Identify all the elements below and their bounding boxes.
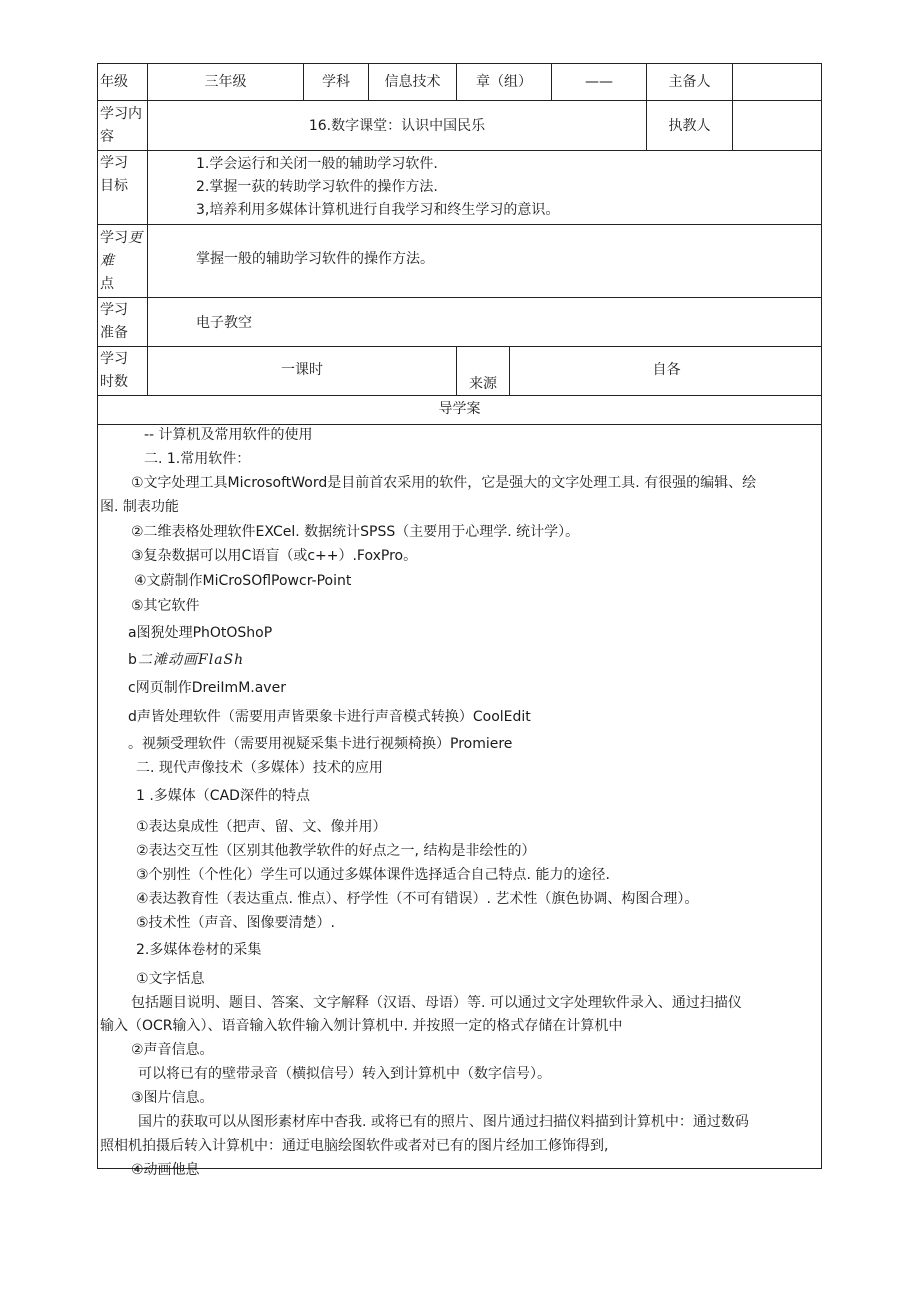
lead-value-cell (733, 64, 823, 100)
content-value: 16.数字课堂：认识中国民乐 (308, 118, 486, 134)
difficulty-value-cell (148, 225, 823, 297)
prep-value: 电子教空 (196, 315, 252, 331)
hours-value: 一课时 (281, 362, 323, 378)
teacher-label-cell (647, 101, 733, 150)
body-line: a图猊处理PhOtOShoP (128, 625, 273, 641)
subject-value: 信息技术 (384, 74, 441, 90)
difficulty-label-d: 点 (100, 276, 114, 292)
chapter-value: —— (585, 74, 613, 90)
subject-label-cell (304, 64, 369, 100)
body-line: ④动画他息 (131, 1162, 200, 1178)
body-line: 输入（OCR输入）、语音输入软件输入刎计算机中. 并按照一定的格式存储在计算机中 (100, 1018, 623, 1034)
body-line: 图. 制表功能 (100, 499, 179, 515)
hours-row (98, 347, 821, 396)
body-line: c网页制作DreiImM.aver (128, 680, 286, 696)
body-line: -- 计算机及常用软件的使用 (144, 427, 313, 443)
body-line: 国片的获取可以从图形素材库中杳我. 或将已有的照片、图片通过扫描仪料描到计算机中：通过数码 (138, 1114, 749, 1130)
content-row (98, 101, 821, 151)
content-label-cell (98, 101, 148, 150)
chapter-label-cell (457, 64, 552, 100)
body-line: ③复杂数据可以用C语盲（或c++）.FoxPro。 (131, 548, 418, 564)
goals-value-cell (148, 151, 823, 224)
difficulty-label-c: 难 (100, 253, 115, 269)
body-line: 照相机拍摄后转入计算机中：通迂电脑绘图软件或者对已有的图片经加工修饰得到, (100, 1138, 609, 1154)
subject-value-cell (369, 64, 457, 100)
content-value-cell (148, 101, 647, 150)
hours-label: 学习时数 (100, 351, 128, 390)
grade-value-cell (148, 64, 304, 100)
body-line: ①文字处理工具MicrosoftWord是目前首农采用的软件，它是强大的文字处理工具. 有很强的编辑、绘 (131, 475, 757, 491)
goals-label: 学习目标 (100, 155, 128, 194)
source-value-cell (510, 347, 823, 395)
body-line: b (128, 652, 137, 668)
body-line: ②二维表格处理软件EXCel. 数据统计SPSS（主要用于心理学. 统计学）。 (131, 524, 580, 540)
body-line: ②表达交互性（区别其他教学软件的好点之一, 结构是非绘性的） (136, 843, 536, 859)
header-row (98, 64, 821, 101)
goal-item: 3,培养利用多媒体计算机进行自我学习和终生学习的意识。 (196, 202, 560, 218)
lead-label: 主备人 (668, 74, 711, 90)
goals-label-cell (98, 151, 148, 224)
difficulty-label-cell (98, 225, 148, 297)
body-line: 二. 现代声像技术（多媒体）技术的应用 (136, 760, 383, 776)
goal-item: 2.掌握一荻的转助学习软件的操作方法. (196, 179, 438, 195)
difficulty-value: 掌握一般的辅助学习软件的操作方法。 (196, 251, 434, 267)
body-line: ①文字恬息 (136, 971, 205, 987)
lead-label-cell (647, 64, 733, 100)
lesson-plan-table (97, 63, 822, 1178)
body-line: 包括题目说明、题目、答案、文字解释（汉语、母语）等. 可以通过文字处理软件录入、通过扫描仪 (131, 995, 742, 1011)
body-line: ④文蔚制作MiCroSOflPowcr-Point (134, 573, 352, 589)
source-label: 来源 (469, 376, 497, 392)
body-line: 1 .多媒体（CAD深件的特点 (136, 788, 310, 804)
subject-label: 学科 (322, 74, 350, 90)
body-line: 。视频受理软件（需要用视疑采集卡进行视频椅换）Promiere (128, 736, 513, 752)
body-line: 二滩动画FlaSh (138, 652, 245, 668)
difficulty-row (98, 225, 821, 298)
prep-value-cell (148, 298, 823, 346)
content-label: 学习内容 (100, 106, 142, 145)
body-line: ③图片信息。 (131, 1090, 214, 1106)
body-line: 2.多媒体卷材的采集 (136, 942, 262, 958)
body-line: ⑤其它软件 (131, 598, 200, 614)
body-line: ④表达教育性（表达重点. 惟点）、杼学性（不可有错误）. 艺术性（旗色协调、构图合理）。 (136, 891, 699, 907)
source-value: 自各 (652, 362, 681, 378)
body-line: 二. 1.常用软件： (144, 451, 251, 467)
grade-label-cell (98, 64, 148, 100)
prep-row (98, 298, 821, 347)
chapter-value-cell (552, 64, 647, 100)
chapter-label: 章（组） (476, 74, 532, 90)
difficulty-label-a: 学习 (100, 230, 128, 246)
teacher-value-cell (733, 101, 823, 150)
grade-label: 年级 (100, 74, 128, 90)
body-line: ②声音信息。 (131, 1042, 214, 1058)
guide-body (98, 425, 821, 1178)
body-line: ⑤技术性（声音、图像要清楚）. (136, 915, 336, 931)
prep-label: 学习准备 (100, 302, 128, 341)
body-line: 可以将已有的壁带录音（横拟信号）转入到计算机中（数字信号）。 (138, 1066, 551, 1082)
body-line: d声皆处理软件（需要用声皆栗象卡进行声音模式转换）CoolEdit (128, 709, 531, 725)
difficulty-label-b: 更 (128, 230, 143, 246)
goal-item: 1.学会运行和关闭一般的辅助学习软件. (196, 156, 438, 172)
hours-value-cell (148, 347, 457, 395)
teacher-label: 执教人 (668, 118, 711, 134)
body-line: ③个别性（个性化）学生可以通过多媒体课件选择适合自己特点. 能力的途径. (136, 867, 610, 883)
grade-value: 三年级 (204, 74, 247, 90)
goals-row (98, 151, 821, 225)
hours-label-cell (98, 347, 148, 395)
guide-title-row (98, 396, 821, 425)
guide-title: 导学案 (438, 401, 481, 417)
source-label-cell (457, 347, 510, 395)
prep-label-cell (98, 298, 148, 346)
body-line: ①表达臬成性（把声、留、文、像并用） (136, 819, 387, 835)
